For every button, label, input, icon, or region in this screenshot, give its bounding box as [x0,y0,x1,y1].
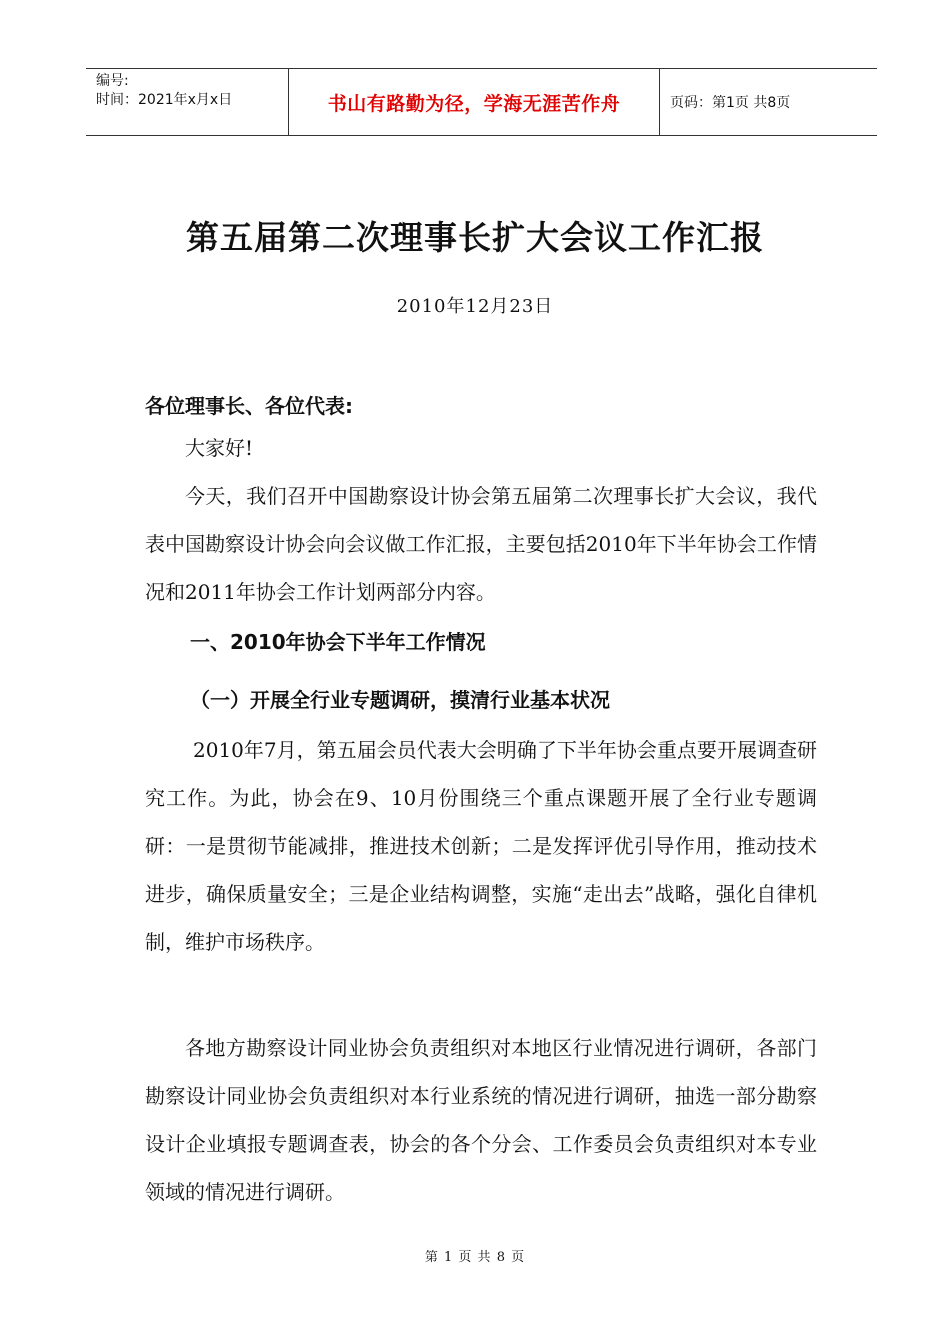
header-page-cell [660,69,877,135]
document-title: 第五届第二次理事长扩大会议工作汇报 [186,218,764,257]
body-paragraph: 各地方勘察设计同业协会负责组织对本地区行业情况进行调研，各部门勘察设计同业协会负责组织对本行业系统的情况进行调研，抽选一部分勘察设计企业填报专题调查表，协会的各个分会、工作委员会负责组织对本专业领域的情况进行调研。 [145,1036,817,1204]
body-paragraph: 2010年7月，第五届会员代表大会明确了下半年协会重点要开展调查研究工作。为此，协会在9、10月份围绕三个重点课题开展了全行业专题调研：一是贯彻节能减排，推进技术创新；二是发挥评优引导作用，推动技术进步，确保质量安全；三是企业结构调整，实施“走出去”战略，强化自律机制，维护市场秩序。 [145,738,817,954]
subsection-heading: （一）开展全行业专题调研，摸清行业基本状况 [190,688,610,712]
document-header [86,68,877,136]
header-page-number: 页码：第1页 共8页 [670,95,791,111]
salutation: 各位理事长、各位代表: [145,394,353,418]
greeting: 大家好! [185,436,254,460]
intro-paragraph: 今天，我们召开中国勘察设计协会第五届第二次理事长扩大会议，我代表中国勘察设计协会向会议做工作汇报，主要包括2010年下半年协会工作情况和2011年协会工作计划两部分内容。 [145,484,817,604]
section-heading: 一、2010年协会下半年工作情况 [190,630,486,654]
header-time: 时间：2021年x月x日 [96,92,233,108]
header-motto: 书山有路勤为径，学海无涯苦作舟 [327,92,621,115]
header-motto-cell [288,69,660,135]
header-meta [86,69,288,135]
document-date: 2010年12月23日 [396,296,554,317]
page-footer: 第 1 页 共 8 页 [424,1250,526,1265]
header-number: 编号: [96,73,129,89]
